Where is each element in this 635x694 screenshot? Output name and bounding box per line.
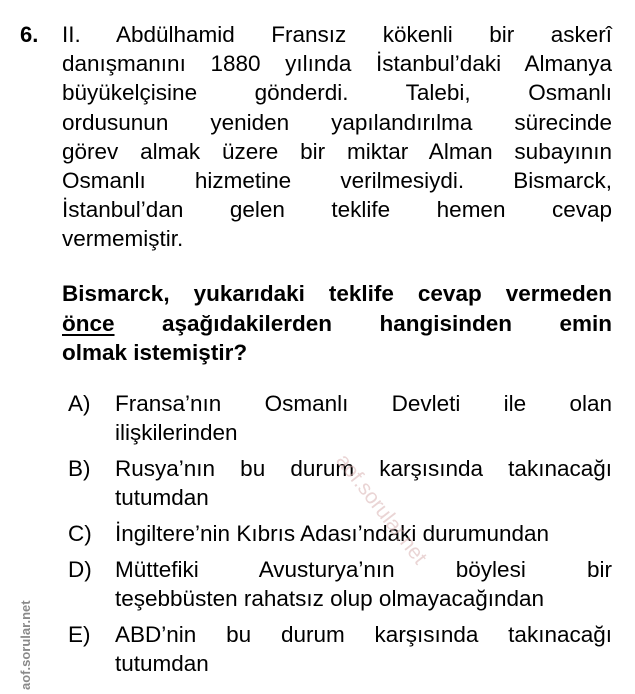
option-e[interactable] [68,620,612,678]
body-line: büyükelçisine gönderdi. Talebi, Osmanlı [62,80,612,106]
option-letter: D) [68,557,92,582]
side-watermark: aof.sorular.net [18,600,33,690]
option-c[interactable] [68,519,612,548]
option-text [115,389,612,447]
option-text [115,555,612,613]
body-line: vermemiştir. [62,226,184,252]
option-letter: C) [68,521,92,546]
body-line: İstanbul’dan gelen teklife hemen cevap [62,197,612,223]
body-line: Osmanlı hizmetine verilmesiydi. Bismarck, [62,168,612,194]
option-line: Müttefiki Avusturya’nın böylesi bir [115,557,612,582]
question-stem [62,279,612,368]
option-line: Fransa’nın Osmanlı Devleti ile olan [115,391,612,416]
stem-line: Bismarck, yukarıdaki teklife cevap vermeden [62,281,612,306]
option-letter: B) [68,456,91,481]
question-number: 6. [20,22,39,47]
question-body [62,20,612,254]
option-line: ilişkilerinden [115,420,238,445]
option-line: tutumdan [115,651,209,676]
option-a[interactable] [68,389,612,447]
option-line: Rusya’nın bu durum karşısında takınacağı [115,456,612,481]
option-letter: E) [68,622,91,647]
body-line: II. Abdülhamid Fransız kökenli bir askerî [62,22,612,47]
answer-options [68,389,612,685]
option-line: tutumdan [115,485,209,510]
option-line: İngiltere’nin Kıbrıs Adası’ndaki durumundan [115,521,550,546]
option-line: ABD’nin bu durum karşısında takınacağı [115,622,612,647]
body-line: görev almak üzere bir miktar Alman subayının [62,138,612,164]
diagonal-watermark: aof.sorular.net [331,449,432,569]
stem-line [62,309,612,339]
body-line: danışmanını 1880 yılında İstanbul’daki Almanya [62,51,612,77]
stem-line-rest: aşağıdakilerden hangisinden emin [114,310,612,336]
option-text [115,620,612,678]
option-line: teşebbüsten rahatsız olup olmayacağından [115,586,545,611]
body-line: ordusunun yeniden yapılandırılma sürecinde [62,109,612,135]
stem-line: olmak istemiştir? [62,340,248,365]
option-letter: A) [68,391,91,416]
underlined-word: önce [62,310,115,336]
option-text [115,519,612,548]
option-d[interactable] [68,555,612,613]
